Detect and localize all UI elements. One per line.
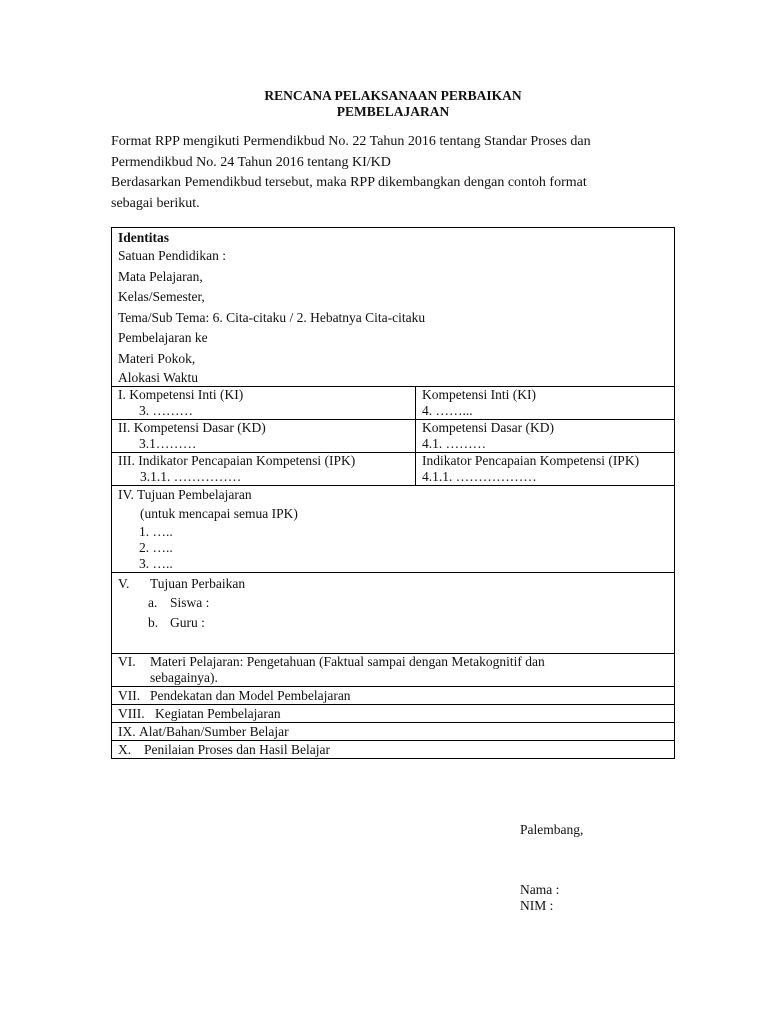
perbaikan-item (118, 593, 668, 613)
kegiatan-cell (112, 704, 675, 722)
tujuan-item: 3. ….. (139, 555, 173, 571)
ki-row (112, 386, 675, 419)
kd-left-title: II. Kompetensi Dasar (KD) (118, 419, 266, 435)
identitas-line: Pembelajaran ke (118, 330, 208, 346)
perbaikan-row (112, 572, 675, 653)
signature-nim: NIM : (520, 898, 554, 913)
ki-left-item: 3. ……… (139, 402, 193, 418)
alat-cell (112, 722, 675, 740)
ipk-left-cell (112, 452, 416, 485)
perbaikan-title-line (118, 575, 668, 593)
kd-left-item: 3.1……… (139, 435, 197, 451)
tujuan-row (112, 485, 675, 572)
intro-line: Format RPP mengikuti Permendikbud No. 22 Tahun 2016 tentang Standar Proses dan (111, 134, 591, 149)
ki-right-item: 4. ……... (422, 402, 473, 418)
identitas-line: Kelas/Semester, (118, 289, 205, 305)
alat-row (112, 722, 675, 740)
ipk-right-cell (416, 452, 675, 485)
intro-line: Permendikbud No. 24 Tahun 2016 tentang KI/KD (111, 154, 391, 170)
perbaikan-marker: a. (148, 594, 158, 610)
perbaikan-marker: b. (148, 614, 159, 630)
row-number: VIII. (118, 705, 145, 721)
materi-cell (112, 653, 675, 686)
row-label: Alat/Bahan/Sumber Belajar (139, 723, 289, 739)
perbaikan-number: V. (118, 575, 130, 591)
materi-line-1 (118, 654, 668, 670)
tujuan-item: 2. ….. (139, 539, 173, 555)
ipk-left-title: III. Indikator Pencapaian Kompetensi (IPK) (118, 452, 356, 468)
title-line-2: PEMBELAJARAN (336, 104, 450, 119)
rpp-table (111, 227, 675, 759)
kd-row (112, 419, 675, 452)
materi-row (112, 653, 675, 686)
ki-left-cell (112, 386, 416, 419)
perbaikan-cell (112, 572, 675, 653)
perbaikan-title: Tujuan Perbaikan (150, 575, 246, 591)
penilaian-row (112, 740, 675, 758)
kd-left-cell (112, 419, 416, 452)
identitas-line: Mata Pelajaran, (118, 268, 203, 284)
ki-left-title: I. Kompetensi Inti (KI) (118, 386, 244, 402)
tujuan-title: IV. Tujuan Pembelajaran (118, 486, 252, 502)
row-label: Kegiatan Pembelajaran (155, 705, 281, 721)
row-label: Pendekatan dan Model Pembelajaran (150, 687, 351, 703)
kd-right-cell (416, 419, 675, 452)
signature-name: Nama : (520, 882, 560, 897)
row-number: X. (118, 741, 132, 757)
tujuan-subtitle: (untuk mencapai semua IPK) (140, 505, 298, 521)
identitas-line: Satuan Pendidikan : (118, 248, 226, 263)
identitas-heading: Identitas (118, 230, 170, 245)
perbaikan-item (118, 613, 668, 633)
ipk-right-item: 4.1.1. ……………… (422, 468, 537, 484)
identitas-line: Tema/Sub Tema: 6. Cita-citaku / 2. Hebatnya Cita-citaku (118, 309, 426, 325)
identitas-line: Alokasi Waktu (118, 369, 199, 385)
kd-right-title: Kompetensi Dasar (KD) (422, 419, 554, 435)
intro-paragraph (111, 132, 671, 214)
title-line-1: RENCANA PELAKSANAAN PERBAIKAN (264, 88, 522, 103)
ki-right-cell (416, 386, 675, 419)
identitas-row (112, 228, 675, 387)
perbaikan-item-label: Guru : (170, 614, 205, 630)
intro-line: sebagai berikut. (111, 195, 200, 211)
tujuan-item: 1. ….. (139, 523, 173, 539)
signature-place: Palembang, (520, 822, 584, 837)
identitas-cell (112, 228, 675, 387)
kegiatan-row (112, 704, 675, 722)
tujuan-cell (112, 485, 675, 572)
ipk-right-title: Indikator Pencapaian Kompetensi (IPK) (422, 452, 640, 468)
materi-text: Materi Pelajaran: Pengetahuan (Faktual sampai dengan Metakognitif dan (150, 653, 545, 669)
kd-right-item: 4.1. ……… (422, 435, 487, 451)
intro-line: Berdasarkan Pemendikbud tersebut, maka RPP dikembangkan dengan contoh format (111, 175, 587, 190)
materi-number: VI. (118, 653, 136, 669)
row-number: VII. (118, 687, 141, 703)
ki-right-title: Kompetensi Inti (KI) (422, 386, 536, 402)
document-title (0, 88, 768, 120)
pendekatan-row (112, 686, 675, 704)
ipk-left-item: 3.1.1. …………… (140, 468, 242, 484)
identitas-line: Materi Pokok, (118, 350, 196, 366)
ipk-row (112, 452, 675, 485)
penilaian-cell (112, 740, 675, 758)
pendekatan-cell (112, 686, 675, 704)
materi-line-2: sebagainya). (150, 669, 218, 685)
row-label: Penilaian Proses dan Hasil Belajar (144, 741, 330, 757)
row-number: IX. (118, 723, 136, 739)
perbaikan-item-label: Siswa : (170, 594, 210, 610)
